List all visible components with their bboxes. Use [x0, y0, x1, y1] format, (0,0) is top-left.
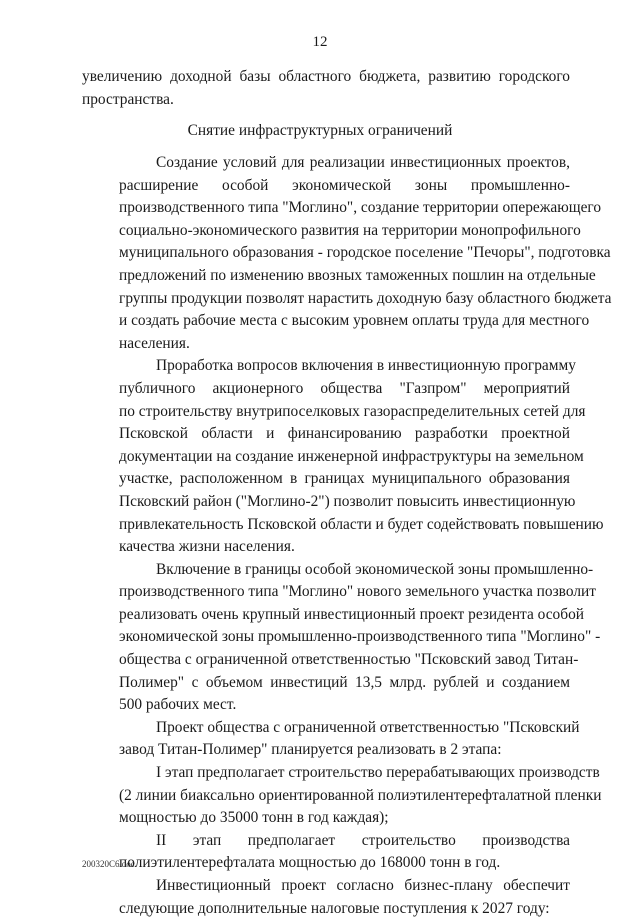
- text-line: Инвестиционный проект согласно бизнес-плану обеспечит: [156, 877, 570, 894]
- page-number: 12: [312, 34, 328, 50]
- text-line: завод Титан-Полимер" планируется реализовать в 2 этапа:: [119, 741, 502, 759]
- body-paragraph: [82, 152, 612, 355]
- text-line: Полимер" с объемом инвестиций 13,5 млрд. рублей и созданием: [119, 673, 570, 691]
- text-line: участке, расположенном в границах муниципального образования: [119, 470, 570, 488]
- footer-filename: 200320С6.doc: [82, 859, 135, 869]
- text-line: общества с ограниченной ответственностью "Псковский завод Титан-: [119, 651, 579, 669]
- text-line: I этап предполагает строительство перерабатывающих производств: [156, 764, 600, 782]
- body-paragraph: [82, 559, 601, 717]
- text-line: публичного акционерного общества "Газпром" мероприятий: [119, 379, 570, 397]
- text-line: увеличению доходной базы областного бюджета, развитию городского: [82, 68, 570, 85]
- text-line: группы продукции позволят нарастить доходную базу областного бюджета: [119, 289, 612, 307]
- text-line: производственного типа "Моглино", создание территории опережающего: [119, 199, 602, 217]
- body-paragraph: [82, 830, 570, 875]
- body-text: [82, 152, 612, 920]
- text-line: реализовать очень крупный инвестиционный проект резидента особой: [119, 605, 585, 623]
- text-line: и создать рабочие места с высоким уровнем оплаты труда для местного: [119, 312, 590, 330]
- text-line: II этап предполагает строительство производства: [156, 831, 570, 849]
- text-line: Псковской области и финансированию разработки проектной: [119, 425, 570, 443]
- text-line: документации на создание инженерной инфраструктуры на земельном: [119, 447, 584, 465]
- text-line: расширение особой экономической зоны промышленно-: [119, 176, 570, 194]
- intro-paragraph: [82, 66, 570, 111]
- text-line: экономической зоны промышленно-производственного типа "Моглино" -: [119, 628, 601, 646]
- text-line: социально-экономического развития на территории монопрофильного: [119, 221, 581, 239]
- body-paragraph: [82, 355, 604, 558]
- text-line: следующие дополнительные налоговые поступления к 2027 году:: [119, 899, 550, 917]
- text-line: по строительству внутрипоселковых газораспределительных сетей для: [119, 402, 586, 420]
- body-paragraph: [82, 762, 602, 830]
- body-paragraph: [82, 717, 580, 762]
- text-line: предложений по изменению ввозных таможенных пошлин на отдельные: [119, 266, 596, 284]
- text-line: пространства.: [82, 90, 174, 108]
- text-line: Создание условий для реализации инвестиционных проектов,: [156, 154, 570, 171]
- text-line: производственного типа "Моглино" нового земельного участка позволит: [119, 583, 596, 601]
- text-line: Включение в границы особой экономической зоны промышленно-: [156, 560, 594, 578]
- text-line: полиэтилентерефталата мощностью до 168000 тонн в год.: [119, 854, 501, 872]
- text-line: мощностью до 35000 тонн в год каждая);: [119, 809, 389, 827]
- text-line: привлекательность Псковской области и будет содействовать повышению: [119, 515, 604, 533]
- text-line: Проект общества с ограниченной ответственностью "Псковский: [156, 718, 580, 736]
- text-line: Проработка вопросов включения в инвестиционную программу: [156, 357, 576, 375]
- text-line: муниципального образования - городское поселение "Печоры", подготовка: [119, 244, 611, 262]
- section-heading: Снятие инфраструктурных ограничений: [187, 122, 453, 139]
- body-paragraph: [82, 875, 570, 920]
- text-line: (2 линии биаксально ориентированной полиэтилентерефталатной пленки: [119, 786, 602, 804]
- text-line: качества жизни населения.: [119, 538, 295, 556]
- text-line: Псковский район ("Моглино-2") позволит повысить инвестиционную: [119, 492, 576, 510]
- text-line: 500 рабочих мест.: [119, 696, 237, 714]
- text-line: населения.: [119, 334, 190, 352]
